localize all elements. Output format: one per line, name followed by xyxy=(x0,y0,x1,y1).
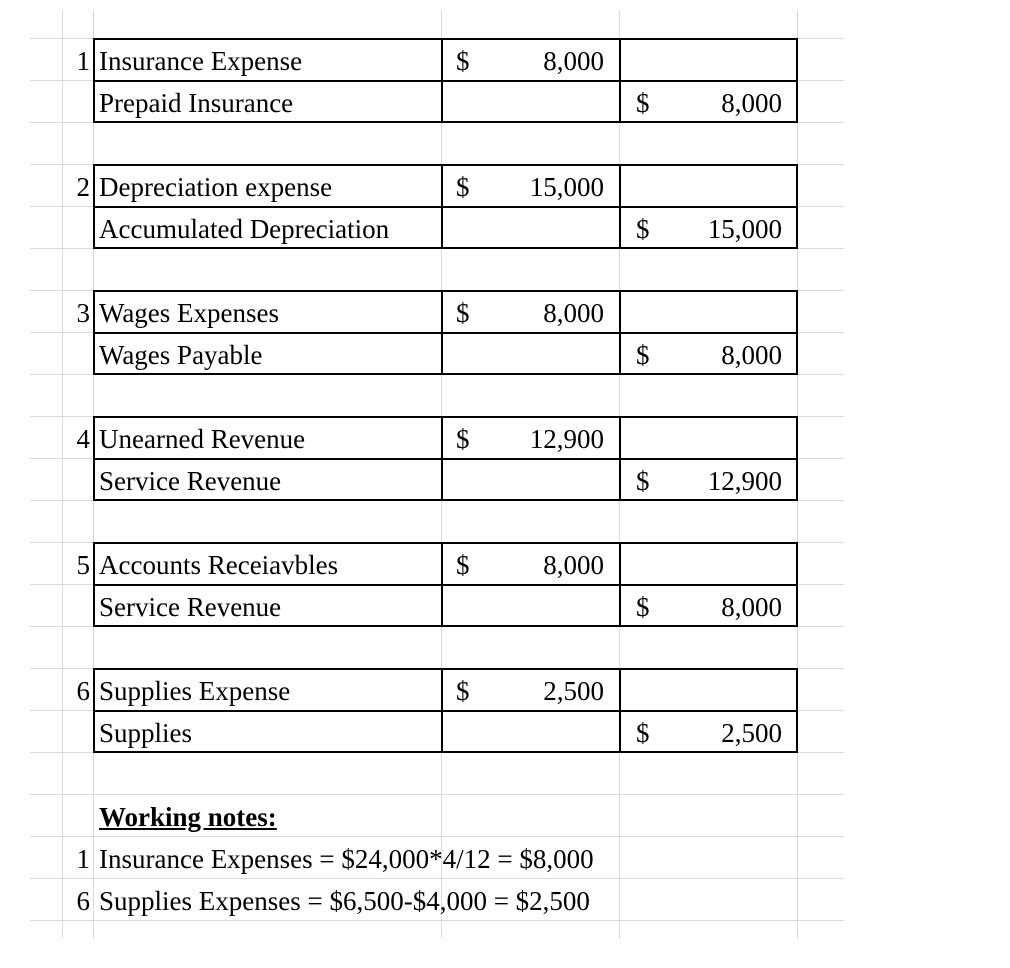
working-note-text: Supplies Expenses = $6,500-$4,000 = $2,500 xyxy=(99,886,590,916)
column-divider xyxy=(619,418,621,499)
credit-currency: $ xyxy=(636,340,650,370)
credit-currency: $ xyxy=(636,718,650,748)
note-number: 6 xyxy=(76,886,90,916)
credit-amount: 8,000 xyxy=(721,88,782,118)
debit-amount: 15,000 xyxy=(529,172,604,202)
working-notes-title: Working notes: xyxy=(99,802,277,832)
debit-amount: 8,000 xyxy=(543,550,604,580)
debit-amount: 8,000 xyxy=(543,298,604,328)
credit-amount: 12,900 xyxy=(707,466,782,496)
debit-account: Depreciation expense xyxy=(99,172,333,202)
column-divider xyxy=(619,670,621,751)
debit-currency: $ xyxy=(456,172,470,202)
credit-account: Accumulated Depreciation xyxy=(99,214,390,244)
credit-currency: $ xyxy=(636,592,650,622)
credit-currency: $ xyxy=(636,214,650,244)
debit-amount: 12,900 xyxy=(529,424,604,454)
debit-currency: $ xyxy=(456,550,470,580)
column-divider xyxy=(441,670,443,751)
credit-account: Supplies xyxy=(99,718,193,748)
column-divider xyxy=(619,544,621,625)
debit-account: Accounts Receiavbles xyxy=(99,550,339,580)
credit-account: Service Revenue xyxy=(99,466,282,496)
column-divider xyxy=(441,418,443,499)
debit-account: Unearned Revenue xyxy=(99,424,306,454)
column-divider xyxy=(441,166,443,247)
entry-number: 1 xyxy=(76,46,90,76)
credit-currency: $ xyxy=(636,466,650,496)
debit-amount: 2,500 xyxy=(543,676,604,706)
entry-number: 3 xyxy=(76,298,90,328)
entry-number: 4 xyxy=(76,424,90,454)
column-divider xyxy=(441,40,443,121)
debit-currency: $ xyxy=(456,46,470,76)
debit-currency: $ xyxy=(456,424,470,454)
credit-amount: 2,500 xyxy=(721,718,782,748)
credit-account: Prepaid Insurance xyxy=(99,88,294,118)
gridline xyxy=(30,794,844,795)
debit-account: Supplies Expense xyxy=(99,676,291,706)
credit-amount: 15,000 xyxy=(707,214,782,244)
debit-account: Wages Expenses xyxy=(99,298,280,328)
column-divider xyxy=(619,292,621,373)
debit-currency: $ xyxy=(456,676,470,706)
column-divider xyxy=(619,166,621,247)
credit-currency: $ xyxy=(636,88,650,118)
note-number: 1 xyxy=(76,844,90,874)
working-note-text: Insurance Expenses = $24,000*4/12 = $8,000 xyxy=(99,844,594,874)
debit-amount: 8,000 xyxy=(543,46,604,76)
gridline xyxy=(62,10,63,938)
credit-amount: 8,000 xyxy=(721,592,782,622)
credit-account: Service Revenue xyxy=(99,592,282,622)
column-divider xyxy=(441,544,443,625)
column-divider xyxy=(619,40,621,121)
credit-amount: 8,000 xyxy=(721,340,782,370)
entry-number: 6 xyxy=(76,676,90,706)
credit-account: Wages Payable xyxy=(99,340,263,370)
entry-number: 2 xyxy=(76,172,90,202)
debit-account: Insurance Expense xyxy=(99,46,303,76)
entry-number: 5 xyxy=(76,550,90,580)
column-divider xyxy=(441,292,443,373)
debit-currency: $ xyxy=(456,298,470,328)
